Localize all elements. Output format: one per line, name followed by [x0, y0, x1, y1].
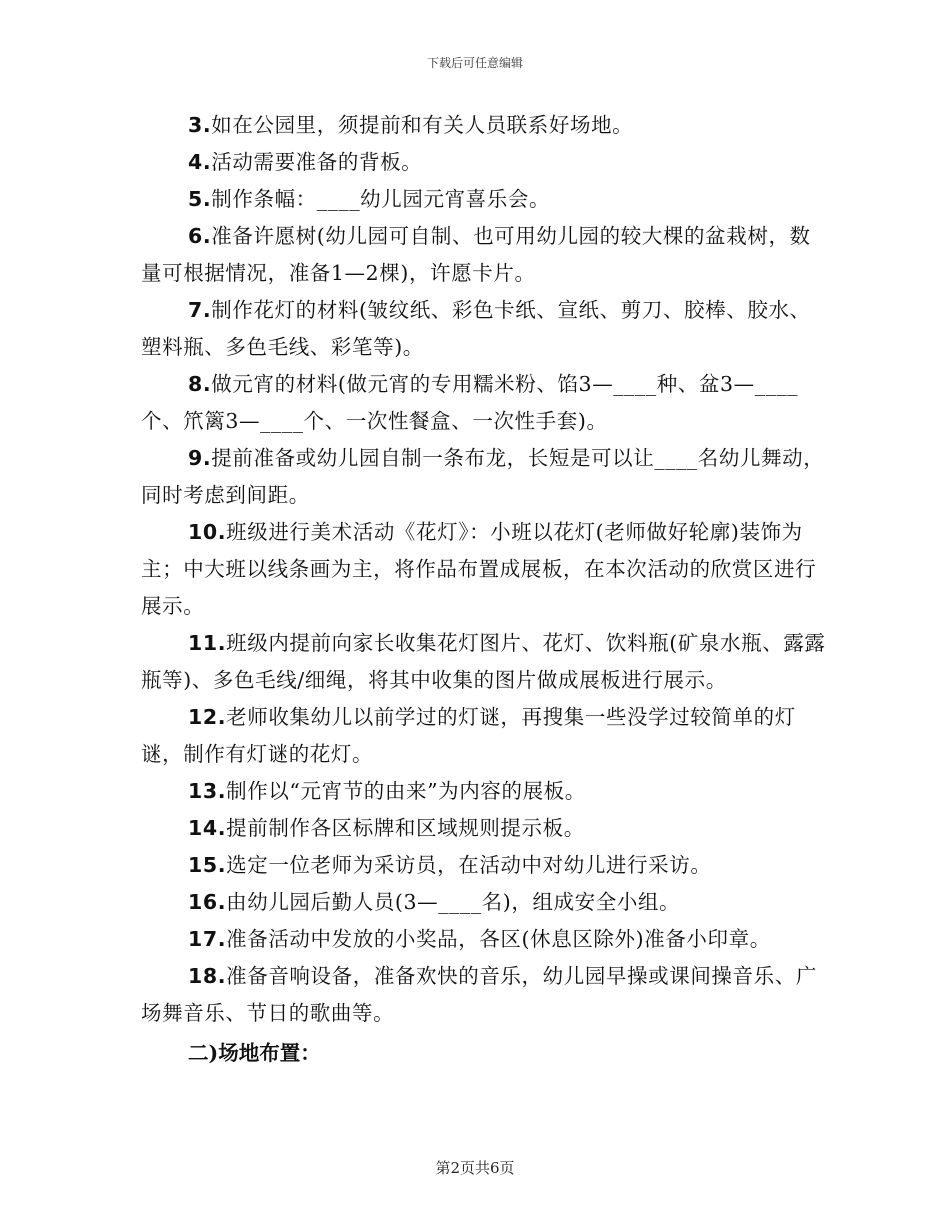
document-body	[141, 107, 826, 1072]
item-number: 11.	[188, 631, 227, 655]
page-footer: 第2页共6页	[435, 1159, 515, 1177]
item-number: 5.	[188, 187, 212, 211]
list-item	[141, 440, 826, 514]
list-item	[141, 847, 826, 884]
item-number: 15.	[188, 853, 227, 877]
item-number: 18.	[188, 964, 227, 988]
list-item	[141, 292, 826, 366]
list-item	[141, 107, 826, 144]
section-heading: 二)场地布置：	[188, 1041, 321, 1065]
item-number: 12.	[188, 705, 227, 729]
item-text: 选定一位老师为采访员，在活动中对幼儿进行采访。	[226, 853, 712, 877]
item-text: 准备音响设备，准备欢快的音乐，幼儿园早操或课间操音乐、广场舞音乐、节日的歌曲等。	[141, 964, 817, 1025]
item-text: 活动需要准备的背板。	[211, 150, 423, 174]
list-item	[141, 921, 826, 958]
item-text: 准备许愿树(幼儿园可自制、也可用幼儿园的较大棵的盆栽树，数量可根据情况，准备1—2棵)，许愿卡片。	[141, 224, 811, 285]
item-text: 做元宵的材料(做元宵的专用糯米粉、馅3—____种、盆3—____个、笊篱3—____个、一次性餐盒、一次性手套)。	[141, 372, 799, 433]
item-number: 17.	[188, 927, 227, 951]
item-number: 13.	[188, 779, 227, 803]
page-header: 下载后可任意编辑	[426, 56, 523, 70]
item-text: 准备活动中发放的小奖品，各区(休息区除外)准备小印章。	[226, 927, 771, 951]
list-item	[141, 810, 826, 847]
list-item	[141, 181, 826, 218]
item-text: 制作以“元宵节的由来”为内容的展板。	[226, 779, 586, 803]
list-item	[141, 884, 826, 921]
list-item	[141, 218, 826, 292]
item-number: 7.	[188, 298, 212, 322]
item-text: 由幼儿园后勤人员(3—____名)，组成安全小组。	[226, 890, 681, 914]
list-item	[141, 144, 826, 181]
list-item	[141, 514, 826, 625]
item-number: 9.	[188, 446, 212, 470]
list-item	[141, 625, 826, 699]
item-text: 班级内提前向家长收集花灯图片、花灯、饮料瓶(矿泉水瓶、露露瓶等)、多色毛线/细绳，将其中收集的图片做成展板进行展示。	[141, 631, 826, 692]
item-text: 老师收集幼儿以前学过的灯谜，再搜集一些没学过较简单的灯谜，制作有灯谜的花灯。	[141, 705, 796, 766]
item-number: 10.	[188, 520, 227, 544]
list-item	[141, 699, 826, 773]
list-item	[141, 773, 826, 810]
item-text: 提前制作各区标牌和区域规则提示板。	[226, 816, 585, 840]
item-number: 8.	[188, 372, 212, 396]
item-number: 14.	[188, 816, 227, 840]
item-number: 16.	[188, 890, 227, 914]
item-text: 制作条幅：____幼儿园元宵喜乐会。	[211, 187, 551, 211]
list-item	[141, 958, 826, 1032]
item-text: 如在公园里，须提前和有关人员联系好场地。	[211, 113, 634, 137]
item-number: 6.	[188, 224, 212, 248]
item-number: 4.	[188, 150, 212, 174]
item-number: 3.	[188, 113, 212, 137]
item-text: 提前准备或幼儿园自制一条布龙，长短是可以让____名幼儿舞动，同时考虑到间距。	[141, 446, 825, 507]
list-item	[141, 366, 826, 440]
item-text: 制作花灯的材料(皱纹纸、彩色卡纸、宣纸、剪刀、胶棒、胶水、塑料瓶、多色毛线、彩笔等)。	[141, 298, 811, 359]
item-text: 班级进行美术活动《花灯》：小班以花灯(老师做好轮廓)装饰为主；中大班以线条画为主，将作品布置成展板，在本次活动的欣赏区进行展示。	[141, 520, 817, 618]
